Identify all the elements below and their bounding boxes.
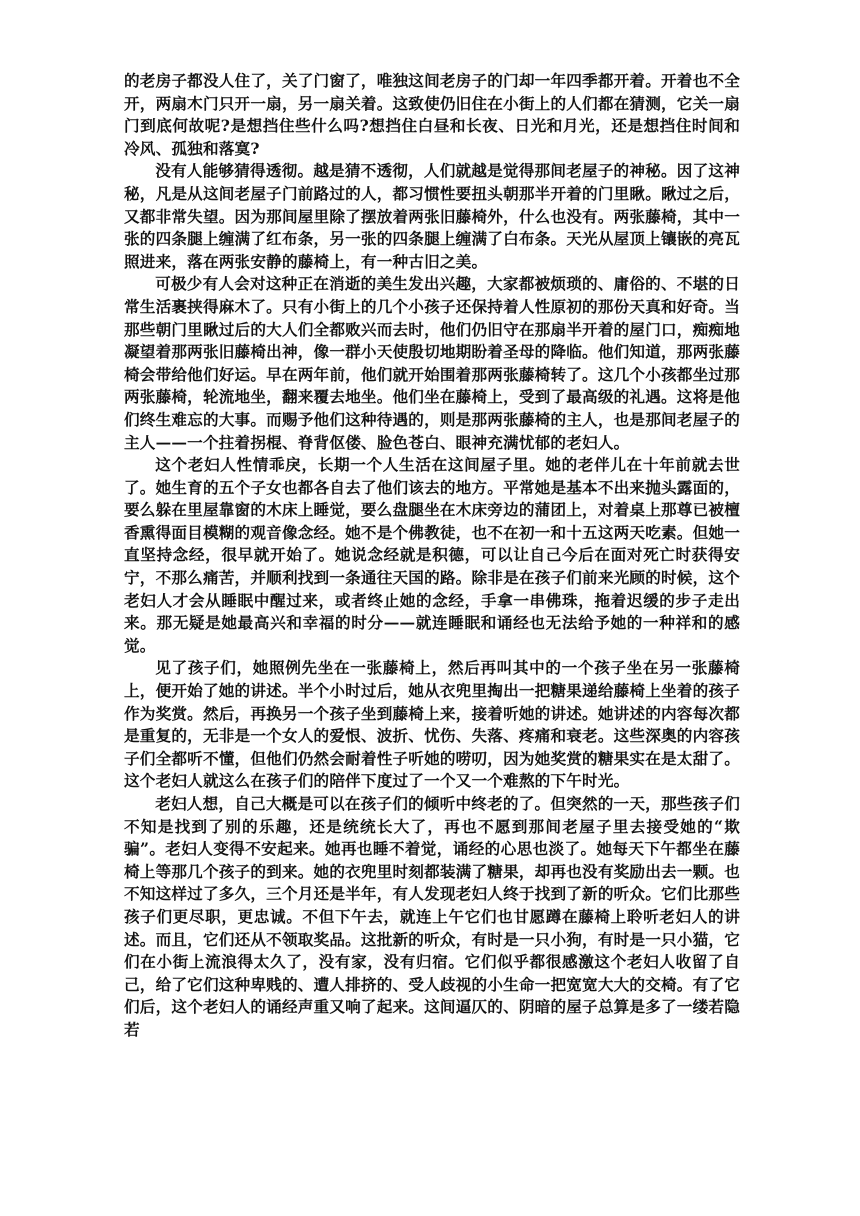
paragraph-4: 这个老妇人性情乖戾，长期一个人生活在这间屋子里。她的老伴儿在十年前就去世了。她生育的五个子女也都各自去了他们该去的地方。平常她是基本不出来抛头露面的，要么躲在里屋靠窗的木床上睡觉，要么盘腿坐在木床旁边的蒲团上，对着桌上那尊已被檀香熏得面目模糊的观音像念经。她不是个佛教徒，也不在初一和十五这两天吃素。但她一直坚持念经，很早就开始了。她说念经就是积德，可以让自己今后在面对死亡时获得安宁，不那么痛苦，并顺利找到一条通往天国的路。除非是在孩子们前来光顾的时候，这个老妇人才会从睡眠中醒过来，或者终止她的念经，手拿一串佛珠，拖着迟缓的步子走出来。那无疑是她最高兴和幸福的时分——就连睡眠和诵经也无法给予她的一种祥和的感觉。 [124,455,740,655]
paragraph-2: 没有人能够猜得透彻。越是猜不透彻，人们就越是觉得那间老屋子的神秘。因了这神秘，凡是从这间老屋子门前路过的人，都习惯性要扭头朝那半开着的门里瞅。瞅过之后，又都非常失望。因为那间屋里除了摆放着两张旧藤椅外，什么也没有。两张藤椅，其中一张的四条腿上缠满了红布条，另一张的四条腿上缠满了白布条。天光从屋顶上镶嵌的亮瓦照进来，落在两张安静的藤椅上，有一种古旧之美。 [124,161,740,271]
paragraph-1: 的老房子都没人住了，关了门窗了，唯独这间老房子的门却一年四季都开着。开着也不全开，两扇木门只开一扇，另一扇关着。这致使仍旧住在小街上的人们都在猜测，它关一扇门到底何故呢?是想挡住些什么吗?想挡住白昼和长夜、日光和月光，还是想挡住时间和冷风、孤独和落寞? [124,71,740,158]
document-page [124,70,740,1042]
paragraph-6: 老妇人想，自己大概是可以在孩子们的倾听中终老的了。但突然的一天，那些孩子们不知是找到了别的乐趣，还是统统长大了，再也不愿到那间老屋子里去接受她的“欺骗”。老妇人变得不安起来。她再也睡不着觉，诵经的心思也淡了。她每天下午都坐在藤椅上等那几个孩子的到来。她的衣兜里时刻都装满了糖果，却再也没有奖励出去一颗。也不知这样过了多久，三个月还是半年，有人发现老妇人终于找到了新的听众。它们比那些孩子们更尽职，更忠诚。不但下午去，就连上午它们也甘愿蹲在藤椅上聆听老妇人的讲述。而且，它们还从不领取奖品。这批新的听众，有时是一只小狗，有时是一只小猫，它们在小街上流浪得太久了，没有家，没有归宿。它们似乎都很感激这个老妇人收留了自己，给了它们这种卑贱的、遭人排挤的、受人歧视的小生命一把宽宽大大的交椅。有了它们后，这个老妇人的诵经声重又响了起来。这间逼仄的、阴暗的屋子总算是多了一缕若隐若 [124,794,740,1039]
paragraph-5: 见了孩子们，她照例先坐在一张藤椅上，然后再叫其中的一个孩子坐在另一张藤椅上，便开始了她的讲述。半个小时过后，她从衣兜里掏出一把糖果递给藤椅上坐着的孩子作为奖赏。然后，再换另一个孩子坐到藤椅上来，接着听她的讲述。她讲述的内容每次都是重复的，无非是一个女人的爱恨、波折、忧伤、失落、疼痛和衰老。这些深奥的内容孩子们全都听不懂，但他们仍然会耐着性子听她的唠叨，因为她奖赏的糖果实在是太甜了。这个老妇人就这么在孩子们的陪伴下度过了一个又一个难熬的下午时光。 [124,658,740,791]
paragraph-3: 可极少有人会对这种正在消逝的美生发出兴趣，大家都被烦琐的、庸俗的、不堪的日常生活裹挟得麻木了。只有小街上的几个小孩子还保持着人性原初的那份天真和好奇。当那些朝门里瞅过后的大人们全都败兴而去时，他们仍旧守在那扇半开着的屋门口，痴痴地凝望着那两张旧藤椅出神，像一群小天使殷切地期盼着圣母的降临。他们知道，那两张藤椅会带给他们好运。早在两年前，他们就开始围着那两张藤椅转了。这几个小孩都坐过那两张藤椅，轮流地坐，翻来覆去地坐。他们坐在藤椅上，受到了最高级的礼遇。这将是他们终生难忘的大事。而赐予他们这种待遇的，则是那两张藤椅的主人，也是那间老屋子的主人——一个拄着拐棍、脊背伛偻、脸色苍白、眼神充满忧郁的老妇人。 [124,274,740,452]
